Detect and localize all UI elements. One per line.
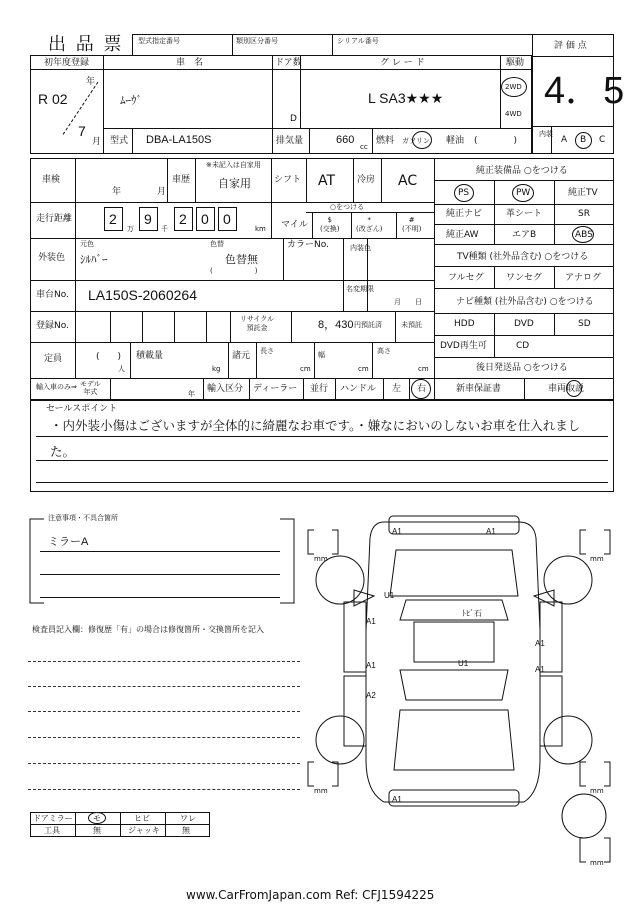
model-value: DBA-LA150S <box>146 134 212 146</box>
equip-leather: 革シート <box>506 209 543 219</box>
mark-8: A1 <box>535 665 545 674</box>
mileage-km: km <box>255 225 266 233</box>
capacity-unit: 人 <box>118 365 125 373</box>
interior-b: B <box>580 135 587 145</box>
acc-jack: ジャッキ <box>128 826 160 835</box>
displacement-unit: cc <box>360 143 368 151</box>
first-reg-label: 初年度登録 <box>44 58 90 68</box>
tv-analog: アナログ <box>565 273 602 283</box>
chassis-value: LA150S-2060264 <box>88 287 197 303</box>
acc-mo: モ <box>93 814 101 823</box>
length-unit: cm <box>300 365 311 373</box>
mark-9: A1 <box>366 661 376 670</box>
dims-label: 諸元 <box>232 351 251 361</box>
inspector-label: 検査員記入欄：修復歴「有」の場合は修復箇所・交換箇所を記入 <box>32 625 264 634</box>
exterior-label: 外装色 <box>38 253 66 263</box>
first-reg-era: R 02 <box>38 91 68 107</box>
mark-5: A1 <box>366 617 376 626</box>
repaint-paren: ( ) <box>210 267 258 275</box>
import-dealer: ディーラー <box>253 384 298 394</box>
interior-label: 内装 <box>539 130 553 138</box>
equip-navi: 純正ナビ <box>446 209 483 219</box>
exchange-label: $ (交換) <box>320 216 340 234</box>
mm-label-1: mm <box>314 555 328 563</box>
height-unit: cm <box>418 365 429 373</box>
mark-6: A1 <box>535 639 545 648</box>
equip-aw: 純正AW <box>446 230 479 240</box>
acc-mo-circle <box>88 812 106 824</box>
model-year-label: モデル 年式 <box>80 380 101 397</box>
handle-label: ハンドル <box>340 384 377 394</box>
import-label: 輸入車のみ⇒ <box>36 383 77 391</box>
sales-point-label: セールスポイント <box>46 404 118 414</box>
grade-value: L SA3★★★ <box>368 90 444 106</box>
width-label: 幅 <box>318 351 325 359</box>
warranty-label: 新車保証書 <box>456 384 502 394</box>
mm-label-5: mm <box>590 859 604 867</box>
doors-label: ドア数 <box>275 58 302 68</box>
mileage-digit-1: 2 <box>109 211 117 227</box>
recycle-value: 8，430 <box>318 319 354 331</box>
fuel-paren: ( ) <box>474 136 518 146</box>
recycle-unpaid: 未預託 <box>401 321 422 329</box>
reg-no-label: 登録No. <box>36 321 69 331</box>
mark-1: A1 <box>392 527 402 536</box>
drive-label: 駆動 <box>506 58 525 68</box>
history-label: 車歴 <box>172 175 191 185</box>
mark-7: U1 <box>458 659 469 668</box>
handle-right-circle <box>411 379 431 399</box>
inspection-year: 年 <box>112 187 122 197</box>
acc-door-mirror: ドアミラー <box>33 814 73 823</box>
mileage-sen: 千 <box>161 225 168 233</box>
mileage-digit-2: 9 <box>144 211 152 227</box>
history-value: 自家用 <box>218 177 251 190</box>
doors-value: D <box>290 114 297 124</box>
orig-color-label: 元色 <box>80 240 94 248</box>
first-reg-month: 7 <box>78 123 86 139</box>
title-period-date: 月 日 <box>394 298 422 306</box>
equip-tv: 純正TV <box>568 188 598 198</box>
category-label: 類別区分番号 <box>236 37 278 45</box>
model-designation-label: 型式指定番号 <box>138 37 180 45</box>
car-name: ﾑｰｳﾞ <box>120 95 142 107</box>
equip-ps: PS <box>458 188 470 198</box>
notes-label: 注意事項・不具合箇所 <box>48 514 118 522</box>
recycle-unit: 円預託済 <box>354 321 382 329</box>
load-unit: kg <box>212 365 221 373</box>
mark-3: U1 <box>384 591 395 600</box>
recycle-label: リサイクル 預託金 <box>240 315 275 333</box>
handle-left: 左 <box>392 384 402 394</box>
equip-ps-circle <box>454 184 474 202</box>
modified-label: * (改ざん) <box>356 216 383 234</box>
navi-type-label: ナビ種類 (社外品含む) ○をつける <box>456 297 594 307</box>
displacement-value: 660 <box>336 134 355 146</box>
sales-point-line1: ・内外装小傷はございますが全体的に綺麗なお車です。・嫌なにおいのしないお車を仕入れまし <box>50 418 581 433</box>
dvd-play-label: DVD再生可 <box>440 341 487 351</box>
drive-2wd-circle <box>501 77 527 97</box>
equip-abs-circle <box>572 226 594 243</box>
model-year-unit: 年 <box>188 390 195 398</box>
page-title: 出 品 票 <box>48 34 124 55</box>
interior-c: C <box>599 135 606 145</box>
mileage-label: 走行距離 <box>36 214 73 224</box>
interior-b-circle <box>575 132 592 149</box>
first-reg-month-unit: 月 <box>92 137 102 147</box>
mark-10: A2 <box>366 691 376 700</box>
color-no-label: カラーNo. <box>287 240 329 250</box>
rating-label: 評 価 点 <box>554 41 587 51</box>
equip-pw: PW <box>516 188 531 198</box>
capacity-label: 定員 <box>44 354 63 364</box>
mm-label-4: mm <box>590 787 604 795</box>
navi-dvd: DVD <box>514 319 534 329</box>
unknown-label: # (不明) <box>402 216 422 234</box>
interior-color-label: 内装色 <box>350 244 371 252</box>
first-reg-year-unit: 年 <box>86 77 96 87</box>
history-note: ※未記入は自家用 <box>206 161 261 169</box>
equip-sr: SR <box>578 209 590 219</box>
mark-4: ﾄﾋﾞ石 <box>462 609 482 618</box>
chassis-label: 車台No. <box>36 290 69 300</box>
acc-crack: ヒビ <box>134 814 150 823</box>
drive-4wd: 4WD <box>505 110 522 118</box>
import-type-label: 輸入区分 <box>207 384 244 394</box>
mark-11: A1 <box>392 795 402 804</box>
mileage-digit-3: 2 <box>179 211 187 227</box>
interior-a: A <box>561 135 568 145</box>
fuel-light: 軽油 <box>446 136 465 146</box>
tv-fullseg: フルセグ <box>448 273 484 283</box>
height-label: 高さ <box>377 347 391 355</box>
length-label: 長さ <box>260 347 274 355</box>
capacity-value: ( ) <box>96 352 122 362</box>
mileage-digit-4: 0 <box>201 211 209 227</box>
fuel-gas: ガソリン <box>402 137 430 145</box>
load-label: 積載量 <box>136 351 164 361</box>
equip-abs: ABS <box>575 230 593 240</box>
mileage-man: 万 <box>127 225 134 233</box>
rating-value: 4．5 <box>544 70 625 112</box>
repaint-value: 色替無 <box>225 253 258 266</box>
grade-label: グ レ ー ド <box>380 58 425 68</box>
mile-label: マイル <box>281 220 308 230</box>
ac-value: AC <box>398 173 418 189</box>
fuel-gas-circle <box>412 131 432 149</box>
equip-pw-circle <box>512 184 534 202</box>
mm-label-3: mm <box>314 787 328 795</box>
fuel-label: 燃料 <box>376 136 395 146</box>
car-damage-diagram <box>304 510 620 870</box>
shift-value: AT <box>318 173 336 189</box>
notes-bracket <box>26 515 298 607</box>
later-items-label: 後日発送品 ○をつける <box>476 363 568 373</box>
notes-line1: ミラーA <box>48 536 89 548</box>
drive-2wd: 2WD <box>505 83 522 91</box>
mm-label-2: mm <box>590 555 604 563</box>
tv-type-label: TV種類 (社外品含む) ○をつける <box>457 252 589 262</box>
sales-point-box <box>30 400 614 492</box>
sales-point-line2: た。 <box>50 444 76 459</box>
acc-jack-value: 無 <box>182 826 190 835</box>
orig-color-value: ｼﾙﾊﾞｰ <box>80 254 108 266</box>
ac-label: 冷房 <box>357 175 376 185</box>
car-name-label: 車 名 <box>176 58 204 68</box>
inspection-label: 車検 <box>42 175 61 185</box>
mileage-digit-5: 0 <box>223 211 231 227</box>
cd-label: CD <box>516 341 530 351</box>
import-parallel: 並行 <box>310 384 329 394</box>
manual-circle <box>566 380 582 397</box>
footer-watermark: www.CarFromJapan.com Ref: CFJ1594225 <box>186 888 435 902</box>
width-unit: cm <box>358 365 369 373</box>
acc-tools-value: 無 <box>93 826 101 835</box>
equip-airbag: エアB <box>512 230 537 240</box>
tv-oneseg: ワンセグ <box>506 273 543 283</box>
inspection-month: 月 <box>157 187 167 197</box>
title-period-label: 名変期限 <box>346 285 374 293</box>
meter-note: ○をつける <box>330 203 365 211</box>
genuine-equipment-label: 純正装備品 ○をつける <box>476 166 568 176</box>
model-label: 型式 <box>110 136 129 146</box>
manual-label: 車両取説 <box>548 384 585 394</box>
repaint-label: 色替 <box>210 240 224 248</box>
mark-2: A1 <box>486 527 496 536</box>
shift-label: シフト <box>274 175 302 185</box>
navi-hdd: HDD <box>454 319 475 329</box>
serial-label: シリアル番号 <box>337 37 379 45</box>
acc-break: ワレ <box>180 814 196 823</box>
acc-tools: 工具 <box>44 826 60 835</box>
handle-right: 右 <box>417 384 427 394</box>
displacement-label: 排気量 <box>276 136 304 146</box>
navi-sd: SD <box>578 319 591 329</box>
